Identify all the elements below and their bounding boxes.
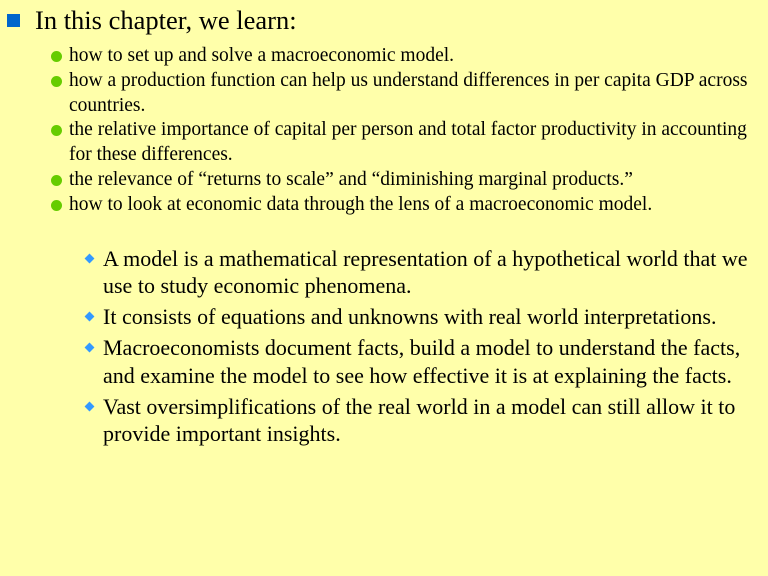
sub-list-item-text: A model is a mathematical representation of a hypothetical world that we use to study economic phenomena.	[103, 246, 748, 299]
diamond-bullet-icon	[85, 254, 95, 264]
circle-bullet-icon	[51, 125, 62, 136]
sub-list-item-text: Macroeconomists document facts, build a model to understand the facts, and examine the model to see how effective it is at explaining the facts.	[103, 335, 741, 388]
sub-list-item	[0, 245, 748, 300]
circle-bullet-icon	[51, 76, 62, 87]
list-item-text: the relevance of “returns to scale” and “diminishing marginal products.”	[69, 168, 633, 190]
list-item	[0, 168, 749, 193]
list-item	[0, 118, 749, 168]
model-subpoints-list	[0, 245, 748, 451]
sub-list-item-text: Vast oversimplifications of the real world in a model can still allow it to provide important insights.	[103, 393, 736, 446]
square-bullet-icon	[7, 14, 20, 27]
list-item-text: the relative importance of capital per person and total factor productivity in accounting for these differences.	[69, 119, 747, 166]
diamond-bullet-icon	[85, 401, 95, 411]
list-item	[0, 193, 749, 218]
learning-points-list	[0, 44, 749, 218]
list-item	[0, 44, 749, 69]
list-item-text: how a production function can help us understand differences in per capita GDP across countries.	[69, 69, 748, 116]
heading-text: In this chapter, we learn:	[35, 5, 297, 35]
diamond-bullet-icon	[85, 312, 95, 322]
sub-list-item	[0, 303, 748, 330]
diamond-bullet-icon	[85, 343, 95, 353]
circle-bullet-icon	[51, 51, 62, 62]
sub-list-item-text: It consists of equations and unknowns with real world interpretations.	[103, 304, 717, 330]
circle-bullet-icon	[51, 200, 62, 211]
sub-list-item	[0, 393, 748, 448]
list-item-text: how to look at economic data through the lens of a macroeconomic model.	[69, 193, 653, 215]
list-item-text: how to set up and solve a macroeconomic model.	[69, 45, 455, 66]
circle-bullet-icon	[51, 175, 62, 186]
sub-list-item	[0, 334, 748, 389]
list-item	[0, 69, 749, 119]
